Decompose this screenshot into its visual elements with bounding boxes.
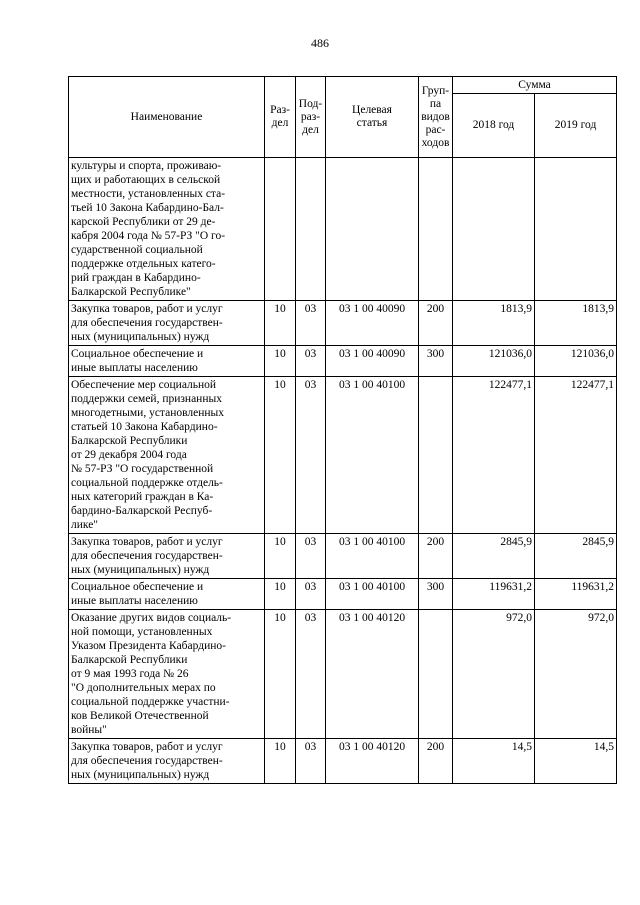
header-year-2018: 2018 год (453, 94, 535, 158)
cell-name: Закупка товаров, работ и услуг для обеспечения государствен- ных (муниципальных) нужд (69, 534, 265, 579)
cell-razdel: 10 (265, 301, 296, 346)
header-podrazdel: Под- раз- дел (296, 77, 326, 158)
cell-razdel: 10 (265, 610, 296, 739)
cell-razdel: 10 (265, 346, 296, 377)
header-year-2019: 2019 год (535, 94, 617, 158)
cell-sum-2019: 121036,0 (535, 346, 617, 377)
cell-celevaya-statya: 03 1 00 40090 (326, 346, 419, 377)
cell-sum-2018: 119631,2 (453, 579, 535, 610)
header-gruppa-vidov-rashodov: Груп- па видов рас- ходов (419, 77, 453, 158)
cell-celevaya-statya: 03 1 00 40100 (326, 534, 419, 579)
cell-celevaya-statya: 03 1 00 40120 (326, 610, 419, 739)
cell-podrazdel: 03 (296, 579, 326, 610)
cell-sum-2019: 972,0 (535, 610, 617, 739)
cell-name: Социальное обеспечение и иные выплаты населению (69, 346, 265, 377)
cell-podrazdel: 03 (296, 739, 326, 784)
cell-gruppa (419, 158, 453, 301)
cell-sum-2019: 1813,9 (535, 301, 617, 346)
cell-sum-2019: 14,5 (535, 739, 617, 784)
table-row (69, 579, 617, 610)
table-row (69, 301, 617, 346)
cell-sum-2019: 2845,9 (535, 534, 617, 579)
cell-celevaya-statya: 03 1 00 40100 (326, 377, 419, 534)
cell-name: Обеспечение мер социальной поддержки семей, признанных многодетными, установленных статьей 10 Закона Кабардино- Балкарской Республики от 29 декабря 2004 года № 57-РЗ "О государственной социальной поддержке отдель- ных категорий граждан в Ка- бардино-Балкарской Респуб- лике" (69, 377, 265, 534)
cell-celevaya-statya: 03 1 00 40090 (326, 301, 419, 346)
cell-gruppa: 200 (419, 534, 453, 579)
cell-podrazdel: 03 (296, 610, 326, 739)
cell-celevaya-statya (326, 158, 419, 301)
header-razdel: Раз- дел (265, 77, 296, 158)
header-name: Наименование (69, 77, 265, 158)
cell-gruppa (419, 377, 453, 534)
cell-name: Закупка товаров, работ и услуг для обеспечения государствен- ных (муниципальных) нужд (69, 301, 265, 346)
cell-podrazdel (296, 158, 326, 301)
table-row (69, 739, 617, 784)
cell-sum-2018: 122477,1 (453, 377, 535, 534)
table-row (69, 158, 617, 301)
budget-table (68, 76, 617, 784)
table-row (69, 610, 617, 739)
cell-sum-2019 (535, 158, 617, 301)
cell-sum-2019: 119631,2 (535, 579, 617, 610)
table-body (69, 158, 617, 784)
cell-sum-2018: 1813,9 (453, 301, 535, 346)
cell-sum-2019: 122477,1 (535, 377, 617, 534)
table-row (69, 534, 617, 579)
cell-podrazdel: 03 (296, 534, 326, 579)
page-number: 486 (311, 36, 329, 50)
cell-sum-2018: 121036,0 (453, 346, 535, 377)
cell-name: Оказание других видов социаль- ной помощи, установленных Указом Президента Кабардино- Балкарской Республики от 9 мая 1993 года № 26 "О дополнительных мерах по социальной поддержке участни- ков Великой Отечественной войны" (69, 610, 265, 739)
cell-sum-2018: 14,5 (453, 739, 535, 784)
cell-celevaya-statya: 03 1 00 40100 (326, 579, 419, 610)
cell-gruppa: 300 (419, 346, 453, 377)
cell-razdel: 10 (265, 579, 296, 610)
cell-podrazdel: 03 (296, 377, 326, 534)
cell-podrazdel: 03 (296, 346, 326, 377)
cell-name: Закупка товаров, работ и услуг для обеспечения государствен- ных (муниципальных) нужд (69, 739, 265, 784)
table-row (69, 377, 617, 534)
cell-gruppa: 200 (419, 301, 453, 346)
cell-name: культуры и спорта, проживаю- щих и работающих в сельской местности, установленных ста- тьей 10 Закона Кабардино-Бал- карской Республики от 29 де- кабря 2004 года № 57-РЗ "О го- сударственной социальной поддержке отдельных катего- рий граждан в Кабардино- Балкарской Республике" (69, 158, 265, 301)
cell-sum-2018: 2845,9 (453, 534, 535, 579)
table-row (69, 346, 617, 377)
cell-gruppa: 200 (419, 739, 453, 784)
header-celevaya-statya: Целевая статья (326, 77, 419, 158)
cell-razdel: 10 (265, 534, 296, 579)
cell-gruppa: 300 (419, 579, 453, 610)
header-summa: Сумма (453, 77, 617, 94)
cell-razdel: 10 (265, 739, 296, 784)
cell-sum-2018 (453, 158, 535, 301)
cell-sum-2018: 972,0 (453, 610, 535, 739)
table-header (69, 77, 617, 158)
cell-celevaya-statya: 03 1 00 40120 (326, 739, 419, 784)
cell-podrazdel: 03 (296, 301, 326, 346)
cell-razdel (265, 158, 296, 301)
cell-gruppa (419, 610, 453, 739)
cell-razdel: 10 (265, 377, 296, 534)
cell-name: Социальное обеспечение и иные выплаты населению (69, 579, 265, 610)
